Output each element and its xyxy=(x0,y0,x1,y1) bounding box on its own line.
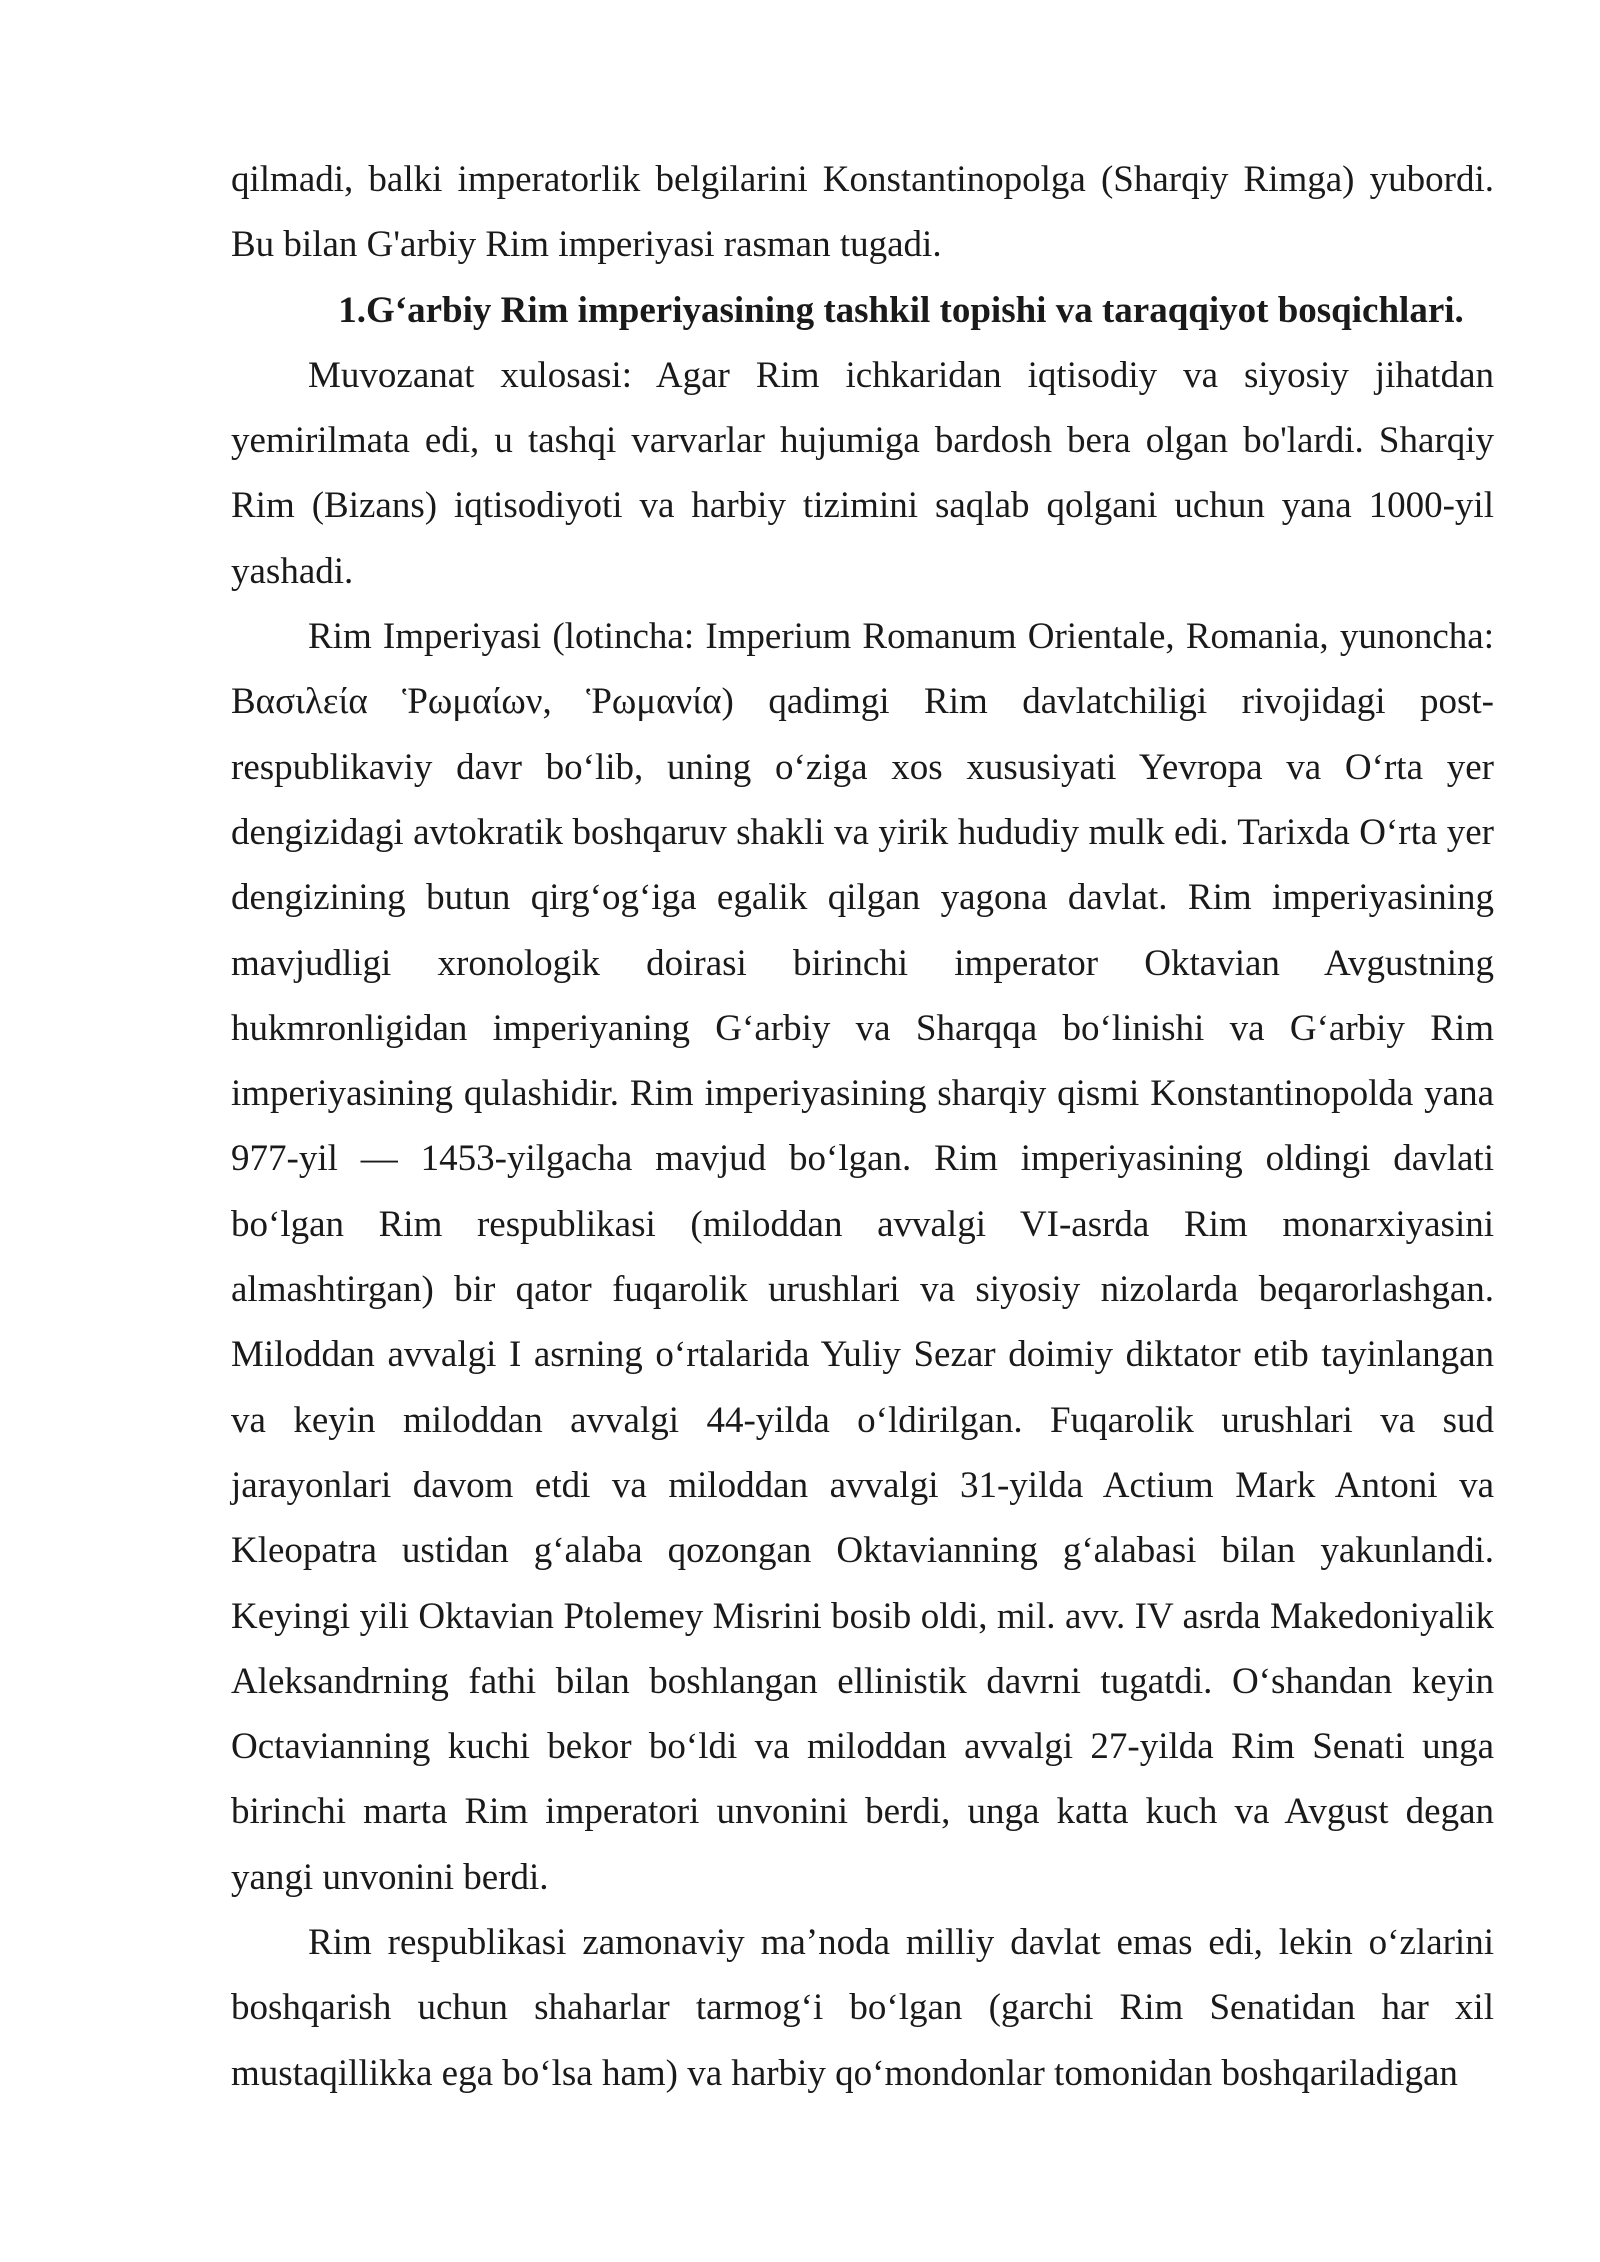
document-body xyxy=(231,147,1494,2106)
paragraph-continuation: qilmadi, balki imperatorlik belgilarini Konstantinopolga (Sharqiy Rimga) yubordi. Bu bilan G'arbiy Rim imperiyasi rasman tugadi. xyxy=(231,159,1494,266)
section-heading: 1.G‘arbiy Rim imperiyasining tashkil topishi va taraqqiyot bosqichlari. xyxy=(338,289,1464,331)
paragraph-roman-republic: Rim respublikasi zamonaviy ma’noda milliy davlat emas edi, lekin o‘zlarini boshqarish uchun shaharlar tarmog‘i bo‘lgan (garchi Rim Senatidan har xil mustaqillikka ega bo‘lsa ham) va harbiy qo‘mondonlar tomonidan boshqariladigan xyxy=(231,1922,1494,2094)
paragraph-roman-empire: Rim Imperiyasi (lotincha: Imperium Romanum Orientale, Romania, yunoncha: Βασιλεία Ῥωμαίων, Ῥωμανία) qadimgi Rim davlatchiligi rivojidagi post-respublikaviy davr bo‘lib, uning o‘ziga xos xususiyati Yevropa va O‘rta yer dengizidagi avtokratik boshqaruv shakli va yirik hududiy mulk edi. Tarixda O‘rta yer dengizining butun qirg‘og‘iga egalik qilgan yagona davlat. Rim imperiyasining mavjudligi xronologik doirasi birinchi imperator Oktavian Avgustning hukmronligidan imperiyaning G‘arbiy va Sharqqa bo‘linishi va G‘arbiy Rim imperiyasining qulashidir. Rim imperiyasining sharqiy qismi Konstantinopolda yana 977-yil — 1453-yilgacha mavjud bo‘lgan. Rim imperiyasining oldingi davlati bo‘lgan Rim respublikasi (miloddan avvalgi VI-asrda Rim monarxiyasini almashtirgan) bir qator fuqarolik urushlari va siyosiy nizolarda beqarorlashgan. Miloddan avvalgi I asrning o‘rtalarida Yuliy Sezar doimiy diktator etib tayinlangan va keyin miloddan avvalgi 44-yilda o‘ldirilgan. Fuqarolik urushlari va sud jarayonlari davom etdi va miloddan avvalgi 31-yilda Actium Mark Antoni va Kleopatra ustidan g‘alaba qozongan Oktavianning g‘alabasi bilan yakunlandi. Keyingi yili Oktavian Ptolemey Misrini bosib oldi, mil. avv. IV asrda Makedoniyalik Aleksandrning fathi bilan boshlangan ellinistik davrni tugatdi. O‘shandan keyin Octavianning kuchi bekor bo‘ldi va miloddan avvalgi 27-yilda Rim Senati unga birinchi marta Rim imperatori unvonini berdi, unga katta kuch va Avgust degan yangi unvonini berdi. xyxy=(231,616,1494,1898)
paragraph-balance-conclusion: Muvozanat xulosasi: Agar Rim ichkaridan iqtisodiy va siyosiy jihatdan yemirilmata edi, u tashqi varvarlar hujumiga bardosh bera olgan bo'lardi. Sharqiy Rim (Bizans) iqtisodiyoti va harbiy tizimini saqlab qolgani uchun yana 1000-yil yashadi. xyxy=(231,354,1494,592)
